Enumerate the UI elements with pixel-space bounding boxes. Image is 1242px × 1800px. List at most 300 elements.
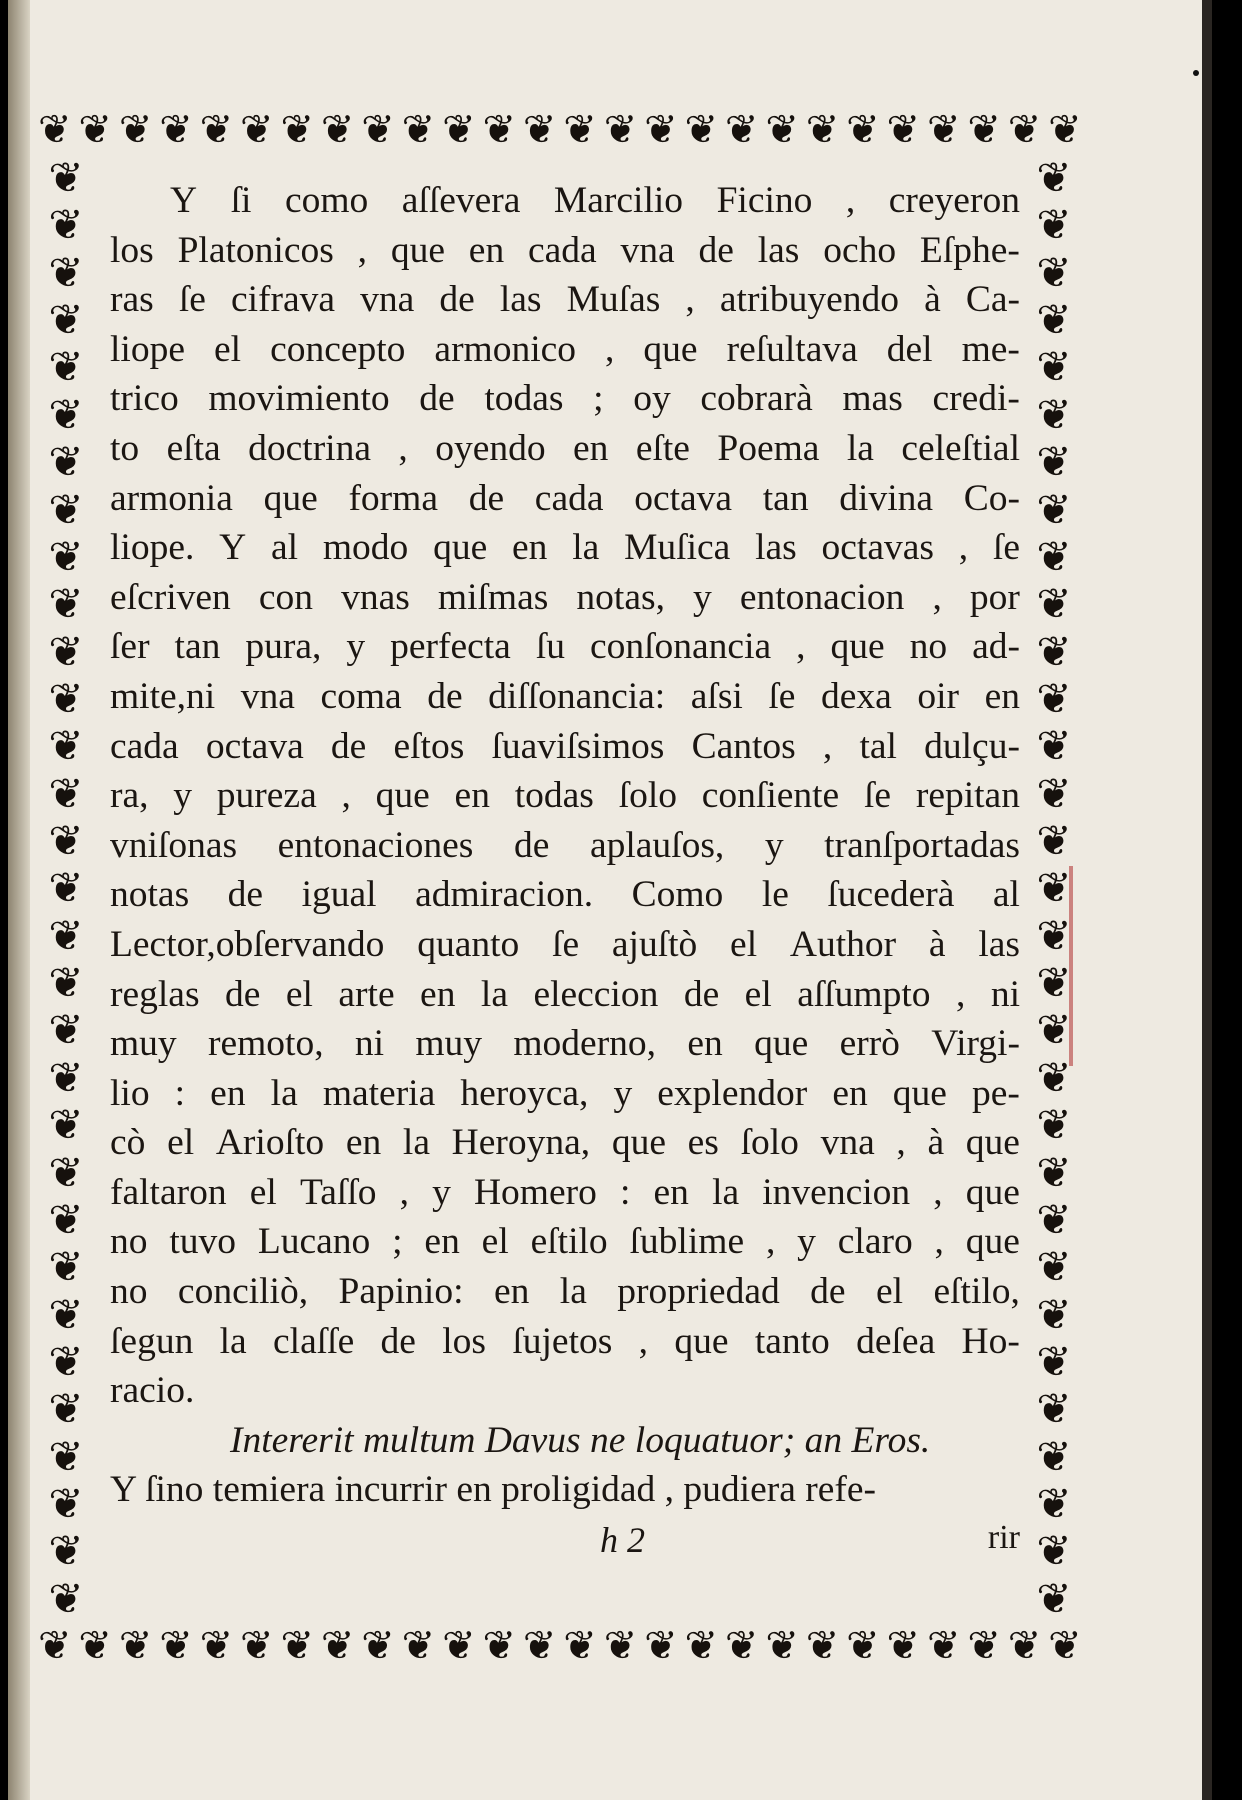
word: , <box>357 229 368 271</box>
word: Ho- <box>961 1320 1020 1362</box>
word: ſe <box>768 675 796 717</box>
floral-fleuron-icon: ❦ <box>199 107 234 153</box>
word: , <box>932 576 942 618</box>
word: la <box>270 1072 298 1114</box>
floral-fleuron-icon: ❦ <box>1048 1623 1082 1669</box>
floral-fleuron-icon: ❦ <box>48 626 84 676</box>
bottom-ornament-band <box>38 1620 1082 1672</box>
word: ni <box>990 973 1020 1015</box>
word: eſcriven <box>110 576 231 618</box>
word: ſi <box>230 180 252 221</box>
word: divina <box>839 477 934 519</box>
floral-fleuron-icon: ❦ <box>765 1623 799 1669</box>
floral-fleuron-icon: ❦ <box>199 1623 234 1669</box>
word: que <box>390 229 445 271</box>
word: , <box>958 527 969 569</box>
word: el <box>285 973 313 1015</box>
word: el <box>167 1122 195 1164</box>
word: en <box>832 1072 868 1114</box>
word: de <box>513 824 550 866</box>
word: Heroyna, <box>451 1122 591 1164</box>
floral-fleuron-icon: ❦ <box>48 1431 84 1481</box>
floral-fleuron-icon: ❦ <box>1036 1289 1072 1339</box>
word: muy <box>415 1023 483 1065</box>
word: ; <box>593 378 604 420</box>
word: arte <box>338 973 395 1015</box>
word: credi- <box>932 378 1020 420</box>
floral-fleuron-icon: ❦ <box>1036 1431 1072 1481</box>
text-line <box>110 275 1020 325</box>
word: aſsi <box>690 675 743 717</box>
word: forma <box>348 477 438 519</box>
floral-fleuron-icon: ❦ <box>886 1623 921 1669</box>
word: con <box>258 576 313 618</box>
floral-fleuron-icon: ❦ <box>1007 1623 1042 1669</box>
word: admiracion. <box>415 874 594 916</box>
word: eſtos <box>393 725 465 767</box>
word: en <box>493 1271 530 1313</box>
floral-fleuron-icon: ❦ <box>724 1623 759 1669</box>
floral-fleuron-icon: ❦ <box>48 816 84 866</box>
word: , <box>638 1320 649 1362</box>
word: Lucano <box>257 1221 371 1263</box>
floral-fleuron-icon: ❦ <box>442 1623 476 1669</box>
floral-fleuron-icon: ❦ <box>846 1623 880 1669</box>
word: notas, <box>576 576 665 618</box>
word: le <box>761 874 789 916</box>
word: no <box>909 626 948 668</box>
word: Platonicos <box>177 229 334 271</box>
word: ocho <box>823 229 897 271</box>
word: concepto <box>270 328 406 370</box>
word: ra, <box>110 775 149 817</box>
floral-fleuron-icon: ❦ <box>48 1573 84 1620</box>
word: tuvo <box>169 1221 237 1263</box>
floral-fleuron-icon: ❦ <box>48 1005 84 1055</box>
word: tan <box>174 626 221 668</box>
top-ornament-band <box>38 104 1082 156</box>
word: , <box>934 1221 944 1263</box>
floral-fleuron-icon: ❦ <box>78 1623 112 1669</box>
word: los <box>442 1320 487 1362</box>
word: vna <box>360 279 415 321</box>
word: miſmas <box>437 576 549 618</box>
word: es <box>687 1122 719 1164</box>
word: , <box>896 1122 906 1164</box>
right-ornament-band <box>1026 156 1082 1620</box>
text-line <box>110 870 1020 920</box>
word: no <box>110 1221 148 1263</box>
word: en <box>653 1171 689 1213</box>
word: en <box>424 1221 460 1263</box>
floral-fleuron-icon: ❦ <box>805 107 840 153</box>
word: armonico <box>434 328 577 370</box>
word: cobrarà <box>700 378 813 420</box>
word: Cantos <box>691 725 796 767</box>
floral-fleuron-icon: ❦ <box>1036 863 1072 913</box>
word: aplauſos, <box>589 824 725 866</box>
word: , <box>765 1221 776 1263</box>
word: octavas <box>821 527 934 569</box>
word: conſonancia <box>589 626 772 668</box>
word: Lector,obſervando <box>110 923 385 965</box>
word: de <box>330 725 367 767</box>
floral-fleuron-icon: ❦ <box>118 107 153 153</box>
word: Ca- <box>965 279 1020 321</box>
floral-fleuron-icon: ❦ <box>724 107 759 153</box>
word: celeſtial <box>901 427 1020 469</box>
word: tanto <box>754 1320 830 1362</box>
word: la <box>219 1320 247 1362</box>
text-line <box>110 374 1020 424</box>
word: de <box>419 378 455 420</box>
floral-fleuron-icon: ❦ <box>967 1623 1001 1669</box>
word: que <box>375 775 430 817</box>
word: ni <box>354 1023 385 1065</box>
word: perfecta <box>390 626 511 668</box>
word: vnas <box>341 576 410 618</box>
floral-fleuron-icon: ❦ <box>159 107 193 153</box>
text-line <box>110 622 1020 672</box>
word: en <box>210 1072 246 1114</box>
word: explendor <box>657 1072 808 1114</box>
word: cada <box>110 725 179 767</box>
floral-fleuron-icon: ❦ <box>280 107 314 153</box>
floral-fleuron-icon: ❦ <box>1036 626 1072 676</box>
word: y <box>764 824 784 866</box>
floral-fleuron-icon: ❦ <box>48 863 84 913</box>
latin-quotation: Intererit multum Davus ne loquatuor; an Eros. <box>230 1419 931 1461</box>
word: la <box>480 973 508 1015</box>
word: Author <box>789 923 897 965</box>
word: , <box>605 328 615 370</box>
floral-fleuron-icon: ❦ <box>401 1623 436 1669</box>
text-line <box>110 1168 1020 1218</box>
floral-fleuron-icon: ❦ <box>118 1623 153 1669</box>
word: de <box>683 973 720 1015</box>
word: atribuyendo <box>719 279 899 321</box>
word: y <box>797 1221 816 1263</box>
word: claſſe <box>273 1320 355 1362</box>
floral-fleuron-icon: ❦ <box>48 531 84 581</box>
signature-mark: h 2 <box>600 1520 645 1561</box>
word: de <box>227 874 264 916</box>
floral-fleuron-icon: ❦ <box>644 107 678 153</box>
word: , <box>341 775 351 817</box>
word: Papinio: <box>338 1271 464 1313</box>
word: eſtilo, <box>933 1271 1020 1313</box>
word: Homero <box>473 1171 597 1213</box>
word: ſe <box>992 527 1020 569</box>
word: el <box>744 973 772 1015</box>
floral-fleuron-icon: ❦ <box>1036 1005 1072 1055</box>
word: ſe <box>863 775 892 817</box>
floral-fleuron-icon: ❦ <box>1036 1242 1072 1292</box>
word: y <box>346 626 366 668</box>
floral-fleuron-icon: ❦ <box>1036 910 1072 960</box>
floral-fleuron-icon: ❦ <box>48 673 84 723</box>
floral-fleuron-icon: ❦ <box>1036 1194 1072 1244</box>
floral-fleuron-icon: ❦ <box>48 910 84 960</box>
word: en <box>984 675 1020 717</box>
text-line <box>110 771 1020 821</box>
floral-fleuron-icon: ❦ <box>48 1336 84 1386</box>
word: que <box>611 1122 666 1164</box>
word: , <box>822 725 833 767</box>
word: , <box>796 626 806 668</box>
word: à <box>927 1122 945 1164</box>
word: al <box>271 527 299 569</box>
word: quanto <box>417 923 520 965</box>
word: las <box>499 279 542 321</box>
word: reſultava <box>726 328 858 370</box>
word: todas <box>484 378 564 420</box>
text-line <box>110 1267 1020 1317</box>
floral-fleuron-icon: ❦ <box>38 107 72 153</box>
word: el <box>875 1271 904 1313</box>
word: en <box>687 1023 723 1065</box>
floral-fleuron-icon: ❦ <box>926 107 961 153</box>
word: mite,ni <box>110 675 216 717</box>
floral-fleuron-icon: ❦ <box>361 107 395 153</box>
page-text <box>110 176 1020 1571</box>
word: ſucederà <box>827 874 955 916</box>
word: trico <box>110 378 179 420</box>
floral-fleuron-icon: ❦ <box>361 1623 395 1669</box>
word: eſte <box>635 427 690 469</box>
word: ſuaviſsimos <box>491 725 665 767</box>
word: de <box>810 1271 846 1313</box>
word: la <box>712 1171 740 1213</box>
text-line <box>110 176 1020 226</box>
word: eleccion <box>533 973 659 1015</box>
word: , <box>685 279 695 321</box>
word: la <box>572 527 600 569</box>
floral-fleuron-icon: ❦ <box>48 1384 84 1434</box>
floral-fleuron-icon: ❦ <box>280 1623 314 1669</box>
word: que <box>433 527 488 569</box>
paragraph <box>110 176 1020 1416</box>
word: : <box>619 1171 631 1213</box>
word: oyendo <box>435 427 546 469</box>
word: à <box>924 279 941 321</box>
text-line <box>110 523 1020 573</box>
floral-fleuron-icon: ❦ <box>38 1623 72 1669</box>
word: ſu <box>535 626 565 668</box>
word: cada <box>534 477 604 519</box>
word: : <box>174 1072 186 1114</box>
word: oir <box>917 675 960 717</box>
word: que <box>965 1122 1020 1164</box>
floral-fleuron-icon: ❦ <box>563 1623 597 1669</box>
floral-fleuron-icon: ❦ <box>805 1623 840 1669</box>
floral-fleuron-icon: ❦ <box>48 200 84 250</box>
word: como <box>284 180 369 221</box>
floral-fleuron-icon: ❦ <box>1036 437 1072 487</box>
word: la <box>402 1122 430 1164</box>
word: los <box>110 229 154 271</box>
word: moderno, <box>513 1023 657 1065</box>
word: me- <box>961 328 1020 370</box>
word: y <box>613 1072 633 1114</box>
word: dulçu- <box>924 725 1020 767</box>
word: oy <box>633 378 671 420</box>
text-line <box>110 573 1020 623</box>
floral-fleuron-icon: ❦ <box>684 1623 719 1669</box>
floral-fleuron-icon: ❦ <box>522 107 557 153</box>
floral-fleuron-icon: ❦ <box>886 107 921 153</box>
word: , <box>955 973 966 1015</box>
word: ſublime <box>629 1221 745 1263</box>
text-line <box>110 325 1020 375</box>
floral-fleuron-icon: ❦ <box>1036 156 1072 202</box>
floral-fleuron-icon: ❦ <box>1036 816 1072 866</box>
word: remoto, <box>207 1023 324 1065</box>
word: faltaron <box>110 1171 227 1213</box>
floral-fleuron-icon: ❦ <box>1036 200 1072 250</box>
word: to <box>110 427 140 469</box>
word: en <box>454 775 490 817</box>
floral-fleuron-icon: ❦ <box>1036 1573 1072 1620</box>
word: , <box>845 180 856 221</box>
floral-fleuron-icon: ❦ <box>48 579 84 629</box>
word: que <box>674 1320 729 1362</box>
word: que <box>263 477 318 519</box>
floral-fleuron-icon: ❦ <box>48 1100 84 1150</box>
word: y <box>432 1171 451 1213</box>
word: en <box>345 1122 382 1164</box>
text-line <box>110 970 1020 1020</box>
word: de <box>698 229 734 271</box>
text-line <box>110 1019 1020 1069</box>
word: conciliò, <box>177 1271 309 1313</box>
text-line <box>110 1069 1020 1119</box>
word: pe- <box>972 1072 1020 1114</box>
word: pura, <box>245 626 322 668</box>
floral-fleuron-icon: ❦ <box>48 1526 84 1576</box>
word: notas <box>110 874 190 916</box>
word: tan <box>762 477 809 519</box>
word: à <box>928 923 946 965</box>
floral-fleuron-icon: ❦ <box>48 768 84 818</box>
floral-fleuron-icon: ❦ <box>48 1147 84 1197</box>
floral-fleuron-icon: ❦ <box>603 1623 638 1669</box>
word: Poema <box>717 427 820 469</box>
word: de <box>225 973 261 1015</box>
word: el <box>213 328 242 370</box>
floral-fleuron-icon: ❦ <box>482 1623 516 1669</box>
text-line <box>110 1217 1020 1267</box>
floral-fleuron-icon: ❦ <box>1036 1100 1072 1150</box>
word: ad- <box>972 626 1020 668</box>
text-line <box>110 1118 1020 1168</box>
floral-fleuron-icon: ❦ <box>240 1623 274 1669</box>
word: ajuſtò <box>611 923 698 965</box>
word: en <box>468 229 505 271</box>
word: ras <box>110 279 154 321</box>
floral-fleuron-icon: ❦ <box>1036 484 1072 534</box>
word: igual <box>301 874 377 916</box>
left-ornament-band <box>38 156 94 1620</box>
word: Muſica <box>624 527 731 569</box>
floral-fleuron-icon: ❦ <box>320 1623 355 1669</box>
final-line: Y ſino temiera incurrir en proligidad , pudiera refe- <box>110 1469 877 1511</box>
word: ; <box>392 1221 403 1263</box>
word: en <box>573 427 609 469</box>
word: al <box>992 874 1020 916</box>
floral-fleuron-icon: ❦ <box>1036 247 1072 297</box>
floral-fleuron-icon: ❦ <box>48 484 84 534</box>
word: tal <box>859 725 897 767</box>
floral-fleuron-icon: ❦ <box>1036 673 1072 723</box>
word: pureza <box>216 775 317 817</box>
text-line <box>110 821 1020 871</box>
word: entonaciones <box>277 824 474 866</box>
word: ſe <box>552 923 580 965</box>
word: ſolo <box>740 1122 799 1164</box>
word: dexa <box>821 675 892 717</box>
text-line <box>110 226 1020 276</box>
word: errò <box>839 1023 900 1065</box>
word: de <box>427 675 463 717</box>
word: vniſonas <box>110 824 238 866</box>
word: la <box>559 1271 587 1313</box>
word: octava <box>634 477 733 519</box>
floral-fleuron-icon: ❦ <box>159 1623 193 1669</box>
word: muy <box>110 1023 177 1065</box>
floral-fleuron-icon: ❦ <box>1036 1384 1072 1434</box>
floral-fleuron-icon: ❦ <box>1036 958 1072 1008</box>
text-line: racio. <box>110 1370 195 1412</box>
word: invencion <box>762 1171 911 1213</box>
word: ſer <box>110 626 150 668</box>
floral-fleuron-icon: ❦ <box>603 107 638 153</box>
word: Ficino <box>716 180 813 221</box>
catchword: rir <box>987 1519 1020 1557</box>
floral-fleuron-icon: ❦ <box>78 107 112 153</box>
word: , <box>399 1171 409 1213</box>
floral-fleuron-icon: ❦ <box>1036 721 1072 771</box>
word: diſſonancia: <box>488 675 666 717</box>
floral-fleuron-icon: ❦ <box>563 107 597 153</box>
word: las <box>978 923 1020 965</box>
word: cò <box>110 1122 146 1164</box>
word: materia <box>322 1072 436 1114</box>
word: vna <box>820 1122 875 1164</box>
floral-fleuron-icon: ❦ <box>240 107 274 153</box>
word: eſta <box>166 427 221 469</box>
word: deſea <box>856 1320 936 1362</box>
word: aſſumpto <box>797 973 931 1015</box>
word: y <box>173 775 193 817</box>
floral-fleuron-icon: ❦ <box>1036 295 1072 345</box>
word: las <box>755 527 797 569</box>
word: ſe <box>178 279 206 321</box>
floral-fleuron-icon: ❦ <box>48 389 84 439</box>
word: por <box>969 576 1020 618</box>
word: , <box>933 1171 943 1213</box>
word: lio <box>110 1072 150 1114</box>
floral-fleuron-icon: ❦ <box>1007 107 1042 153</box>
floral-fleuron-icon: ❦ <box>522 1623 557 1669</box>
word: liope. <box>110 527 195 569</box>
word: repitan <box>915 775 1020 817</box>
word: que <box>965 1171 1020 1213</box>
floral-fleuron-icon: ❦ <box>48 156 84 202</box>
floral-fleuron-icon: ❦ <box>967 107 1001 153</box>
floral-fleuron-icon: ❦ <box>1036 531 1072 581</box>
floral-fleuron-icon: ❦ <box>48 247 84 297</box>
